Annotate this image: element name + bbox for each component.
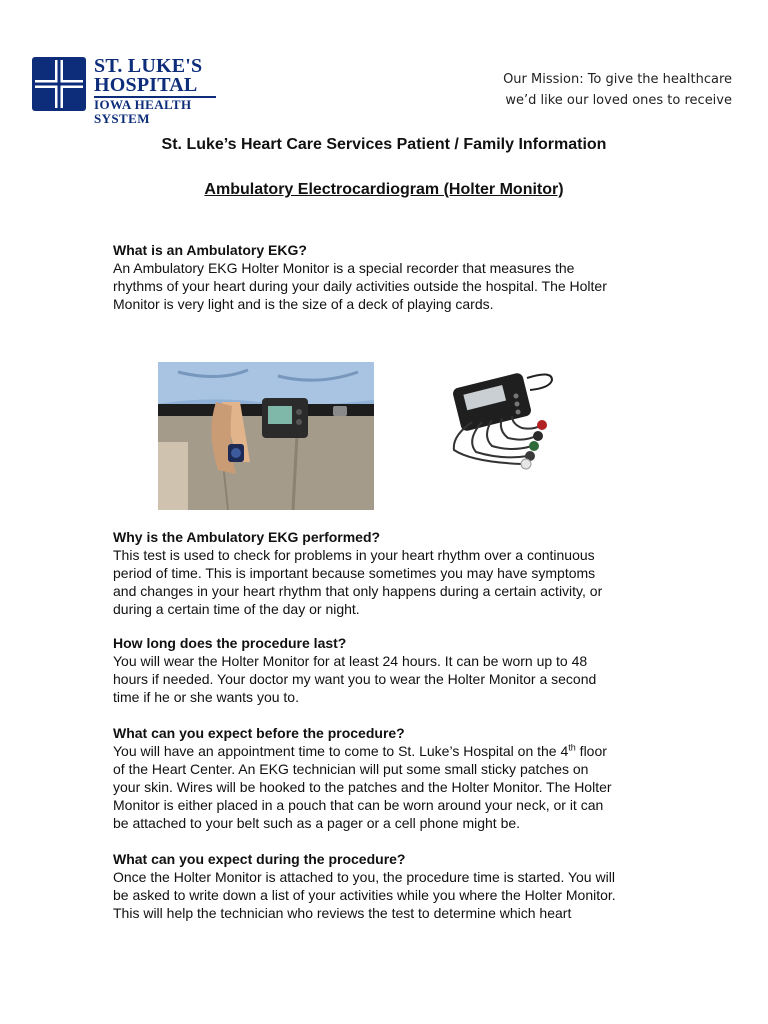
holter-worn-photo [158,362,374,510]
page-subtitle-text: Ambulatory Electrocardiogram (Holter Monitor) [204,181,564,198]
mission-line-1: Our Mission: To give the healthcare [503,72,732,87]
paragraph-line: time if he or she wants you to. [113,689,299,705]
page-title: St. Luke’s Heart Care Services Patient / Family Information [161,136,607,153]
section-during-procedure [113,850,673,922]
section-heading: What can you expect before the procedure? [113,725,405,741]
paragraph-line [113,743,607,759]
paragraph-line: period of time. This is important because sometimes you may have symptoms [113,565,596,581]
mission-statement [503,69,732,111]
paragraph-line: An Ambulatory EKG Holter Monitor is a special recorder that measures the [113,260,575,276]
paragraph-line: during a certain time of the day or night. [113,601,360,617]
line-text-before: You will have an appointment time to come to St. Luke’s Hospital on the 4 [113,743,569,759]
section-how-long [113,634,673,706]
paragraph-line: You will wear the Holter Monitor for at least 24 hours. It can be worn up to 48 [113,653,588,669]
line-text-after: floor [575,743,607,759]
page-subtitle [0,181,768,199]
hospital-logo [32,55,222,126]
paragraph-line: rhythms of your heart during your daily activities outside the hospital. The Holter [113,278,607,294]
logo-text-st-lukes: ST. LUKE'S [94,55,203,77]
holter-device-photo [432,366,562,476]
section-before-procedure [113,724,673,832]
section-heading: Why is the Ambulatory EKG performed? [113,529,381,545]
cross-logo-icon [32,57,86,111]
paragraph-line: your skin. Wires will be hooked to the patches and the Holter Monitor. The Holter [113,779,612,795]
paragraph-line: Monitor is either placed in a pouch that can be worn around your neck, or it can [113,797,604,813]
paragraph-line: be asked to write down a list of your activities while you where the Holter Monitor. [113,887,616,903]
section-why-performed [113,528,673,618]
section-heading: What can you expect during the procedure? [113,851,406,867]
paragraph-line: Once the Holter Monitor is attached to you, the procedure time is started. You will [113,869,615,885]
paragraph-line: This test is used to check for problems in your heart rhythm over a continuous [113,547,595,563]
paragraph-line: This will help the technician who reviews the test to determine which heart [113,905,572,921]
section-heading: How long does the procedure last? [113,635,347,651]
paragraph-line: hours if needed. Your doctor my want you to wear the Holter Monitor a second [113,671,597,687]
paragraph-line: Monitor is very light and is the size of a deck of playing cards. [113,296,494,312]
section-what-is [113,241,673,313]
paragraph-line: be attached to your belt such as a pager or a cell phone might be. [113,815,521,831]
mission-line-2: we’d like our loved ones to receive [505,93,732,108]
logo-text-iowa-health: IOWA HEALTH SYSTEM [94,97,192,126]
ordinal-suffix: th [568,742,576,753]
paragraph-line: of the Heart Center. An EKG technician will put some small sticky patches on [113,761,589,777]
paragraph-line: and changes in your heart rhythm that only happens during a certain activity, or [113,583,603,599]
logo-text-hospital: HOSPITAL [94,74,198,96]
section-heading: What is an Ambulatory EKG? [113,242,307,258]
